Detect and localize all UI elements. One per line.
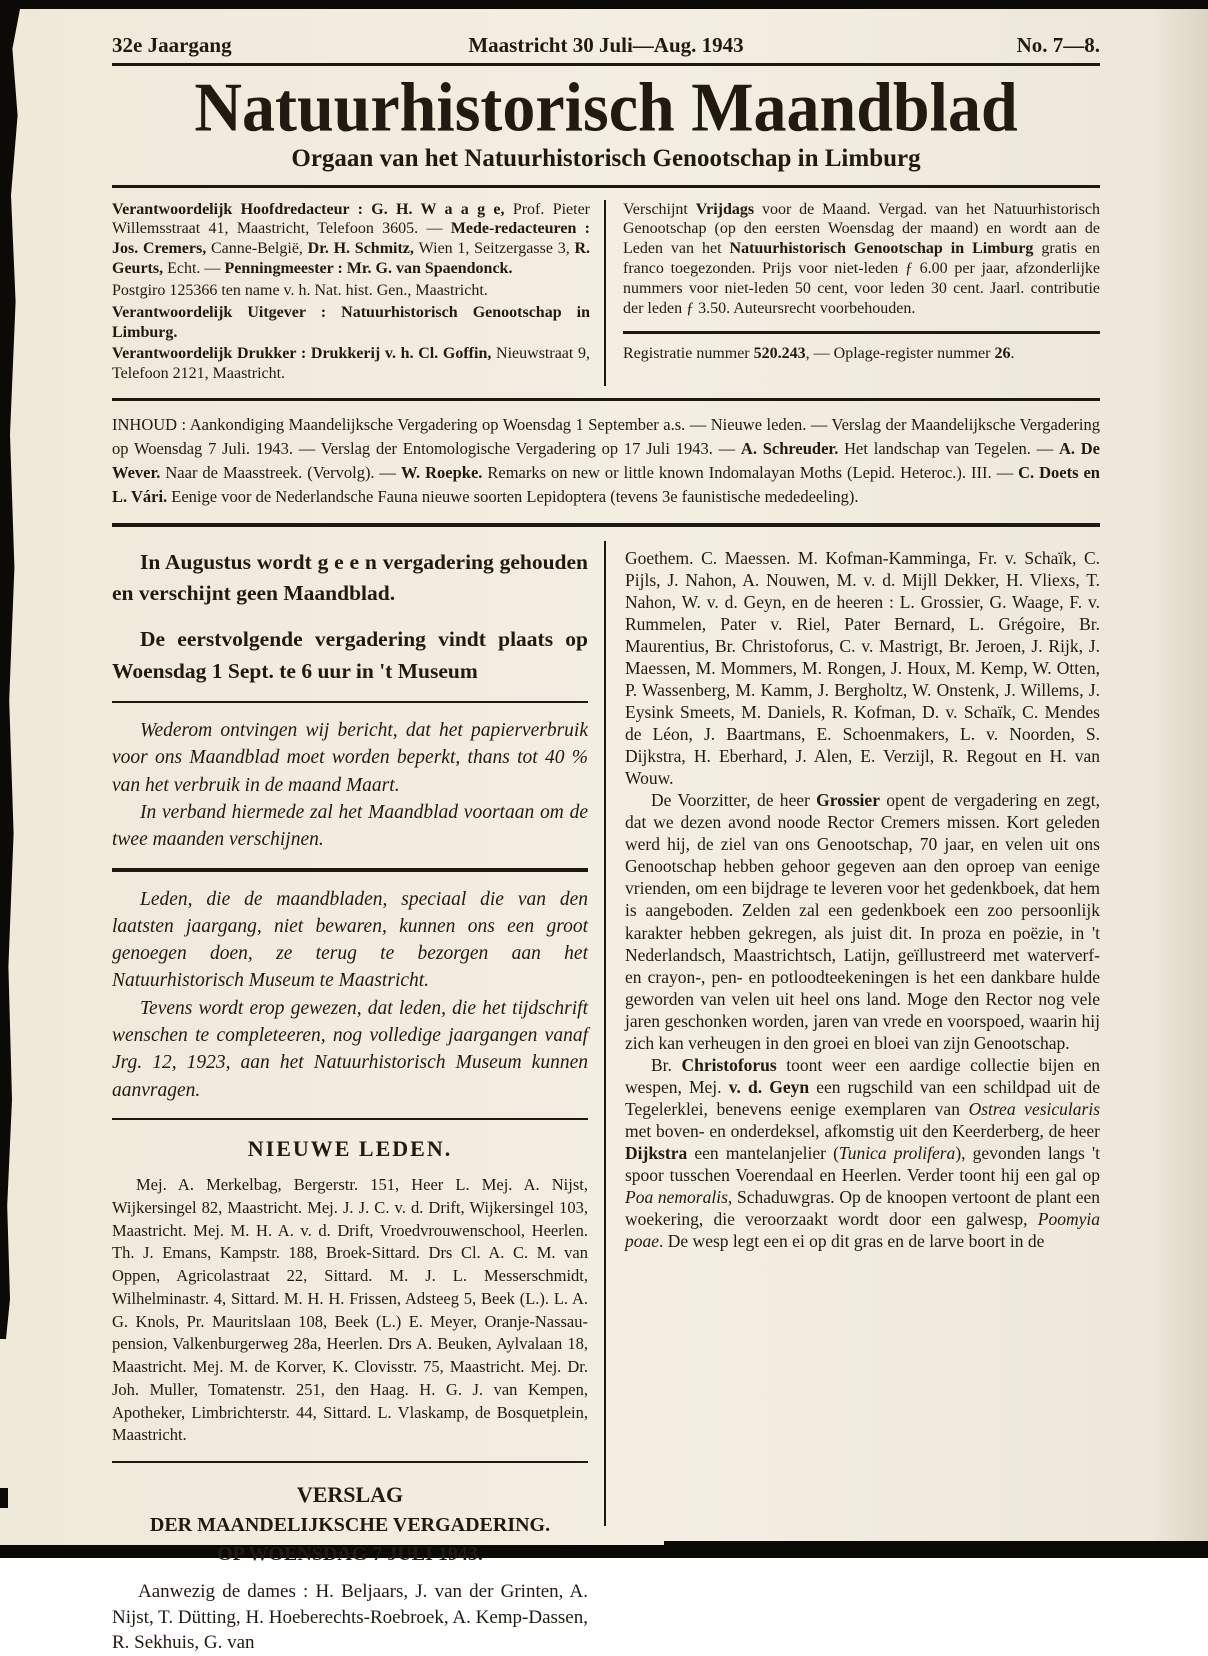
volume-label: 32e Jaargang — [112, 33, 232, 57]
divider — [112, 1461, 588, 1463]
editor-info: Verantwoordelijk Hoofdredacteur : G. H. W a a g e, Prof. Pieter Willemsstraat 41, Maastricht, Telefoon 3605. — Mede-redacteuren : Jos. Cremers, Canne-België, Dr. H. Schmitz, Wien 1, Seitzergasse 3, R. Geurts, Echt. — Penningmeester : Mr. G. van Spaendonck. — [112, 200, 591, 278]
journal-subtitle: Orgaan van het Natuurhistorisch Genootschap in Limburg — [291, 144, 921, 172]
table-of-contents-text: INHOUD : Aankondiging Maandelijksche Vergadering op Woensdag 1 September a.s. — Nieuwe leden. — Verslag der Maandelijksche Vergadering op Woensdag 7 Juli. 1943. — Verslag der Entomologische Vergadering op 17 Juli 1943. — A. Schreuder. Het landschap van Tegelen. — A. De Wever. Naar de Maasstreek. (Vervolg). — W. Roepke. Remarks on new or little known Indomalayan Moths (Lepid. Heteroc.). III. — C. Doets en L. Vári. Eenige voor de Nederlandsche Fauna nieuwe soorten Lepidoptera (tevens 3e faunistische mededeeling). — [112, 415, 1100, 506]
meeting-report-heading-line3: OP WOENSDAG 7 JULI 1943. — [217, 1543, 483, 1566]
chairman-speech-paragraph: De Voorzitter, de heer Grossier opent de vergadering en zegt, dat we dezen avond noode Rector Cremers missen. Kort geleden werd hij, de ziel van ons Genootschap, 70 jaar, en velen uit ons Genootschap hebben gehoor gegeven aan den oproep van eenige vrienden, om een bijdrage te leveren voor het gedenkboek, dat hem is aangeboden. Zelden zal een gedenkboek een zoo persoonlijk karakter hebben gekregen, als juist dit. In proza en poëzie, in 't Nederlandsch, Maastrichtsch, Latijn, geïllustreerd met waterverf- en crayon-, pen- en potloodteekeningen is het een dankbare hulde geworden van velen uit heel ons land. Moge den Rector nog vele jaren geschonken worden, jaren van vrede en voorspoed, waarin hij zich kan verheugen in den groei en bloei van zijn Genootschap. — [625, 790, 1100, 1053]
publication-info: Verschijnt Vrijdags voor de Maand. Vergad. van het Natuurhistorisch Genootschap (op den eersten Woensdag der maand) en wordt aan de Leden van het Natuurhistorisch Genootschap in Limburg gratis en franco toegezonden. Prijs voor niet-leden ƒ 6.00 per jaar, afzonderlijke nummers voor niet-leden 50 cent, voor leden 30 cent. Jaarl. contributie der leden ƒ 3.50. Auteursrecht voorbehouden. — [623, 200, 1101, 317]
printer-info: Verantwoordelijk Drukker : Drukkerij v. h. Cl. Goffin, Nieuwstraat 9, Telefoon 2121, Maastricht. — [112, 345, 591, 383]
scan-edge-top — [0, 0, 1208, 9]
new-members-list: Mej. A. Merkelbag, Bergerstr. 151, Heer L. Mej. A. Nijst, Wijkersingel 82, Maastricht. Mej. J. J. C. v. d. Drift, Wijkersingel 103, Maastricht. Mej. M. H. A. v. d. Drift, Vroedvrouwenschool, Heerlen. Th. J. Emans, Kampstr. 188, Broek-Sittard. Drs Cl. A. C. M. van Oppen, Agricolastraat 22, Sittard. M. J. L. Messerschmidt, Wilhelminastr. 4, Sittard. M. H. H. Frissen, Adsteeg 5, Beek (L.). L. A. G. Knols, Pr. Mauritslaan 108, Beek (L.) E. Meyer, Oranje-Nassau-pension, Valkenburgerweg 28a, Heerlen. Drs A. Beuken, Aylvalaan 18, Maastricht. Mej. M. de Korver, K. Clovisstr. 75, Maastricht. Mej. Dr. Joh. Muller, Tomatenstr. 251, den Haag. H. G. J. van Kempen, Apotheker, Limbrichterstr. 44, Sittard. L. Vlaskamp, de Bosquetplein, Maastricht. — [112, 1174, 588, 1445]
header-meta-row — [112, 33, 1100, 58]
attendees-paragraph: Aanwezig de dames : H. Beljaars, J. van der Grinten, A. Nijst, T. Dütting, H. Hoeberechts-Roebroek, A. Kemp-Dassen, R. Sekhuis, G. van — [112, 1581, 588, 1654]
paper-restriction-notice-2: In verband hiermede zal het Maandblad voortaan om de twee maanden verschijnen. — [112, 802, 588, 851]
announcement-no-meeting: In Augustus wordt g e e n vergadering gehouden en verschijnt geen Maandblad. — [112, 549, 588, 606]
masthead-left-column — [112, 200, 606, 386]
complete-volumes-notice: Tevens wordt erop gewezen, dat leden, die het tijdschrift wenschen te completeeren, nog volledige jaargangen vanaf Jrg. 12, 1923, aan het Natuurhistorisch Museum kunnen aanvragen. — [112, 997, 588, 1101]
journal-title: Natuurhistorisch Maandblad — [194, 68, 1018, 147]
body-right-column — [606, 541, 1100, 1526]
article-body — [112, 527, 1101, 1654]
return-issues-notice: Leden, die de maandbladen, speciaal die van den laatsten jaargang, niet bewaren, kunnen ons een groot genoegen doen, ze terug te bezorgen aan het Natuurhistorisch Museum te Maastricht. — [112, 888, 588, 992]
specimens-paragraph: Br. Christoforus toont weer een aardige collectie bijen en wespen, Mej. v. d. Geyn een rugschild van een schildpad uit de Tegelerklei, benevens eenige exemplaren van Ostrea vesicularis met boven- en onderdeksel, afkomstig uit den Keerderberg, de heer Dijkstra een mantelanjelier (Tunica prolifera), gevonden langs 't spoor tusschen Voerendaal en Heerlen. Verder toont hij een gal op Poa nemoralis, Schaduwgras. Op de knoopen vertoont de plant een woekering, die veroorzaakt wordt door een galwesp, Poomyia poae. De wesp legt een ei op dit gras en de larve boort in de — [625, 1054, 1101, 1252]
meeting-report-heading-line2: DER MAANDELIJKSCHE VERGADERING. — [149, 1514, 551, 1537]
meeting-report-heading-line1: VERSLAG — [296, 1482, 404, 1508]
divider — [112, 1118, 588, 1120]
attendees-continuation-paragraph: Goethem. C. Maessen. M. Kofman-Kamminga, Fr. v. Schaïk, C. Pijls, J. Nahon, A. Nouwen, M. v. d. Mijll Dekker, H. Vliexs, T. Nahon, W. v. d. Geyn, en de heeren : L. Grossier, G. Waage, F. v. Rummelen, Pater v. Riel, Pater Bernard, L. Grégoire, Br. Maurentius, Br. Christoforus, C. v. Mastrigt, Br. Jeroen, J. Rijk, J. Maessen, M. Mommers, M. Rongen, J. Houx, M. Kemp, W. Otten, P. Wassenberg, M. Kamm, J. Bergholtz, W. Onstenk, J. Willems, J. Eysink Smeets, M. Daniels, R. Kofman, D. v. Schaïk, C. Mendes de Léon, J. Baartmans, E. Schoenmakers, L. v. Noorden, S. Dijkstra, H. Eberhard, J. Alen, E. Verzijl, R. Regout en H. van Wouw. — [625, 547, 1100, 789]
place-date-label: Maastricht 30 Juli—Aug. 1943 — [468, 33, 744, 57]
new-members-heading: NIEUWE LEDEN. — [247, 1135, 453, 1161]
postgiro-info: Postgiro 125366 ten name v. h. Nat. hist. Gen., Maastricht. — [112, 281, 488, 299]
announcement-next-meeting: De eerstvolgende vergadering vindt plaats op Woensdag 1 Sept. te 6 uur in 't Museum — [112, 626, 588, 683]
masthead — [112, 188, 1100, 398]
divider — [112, 701, 588, 703]
masthead-right-column — [606, 200, 1100, 386]
divider — [112, 63, 1100, 66]
page-content — [0, 9, 1208, 1654]
table-of-contents — [112, 401, 1100, 523]
body-left-column — [112, 541, 606, 1654]
divider — [112, 868, 588, 872]
divider — [623, 331, 1100, 334]
paper-restriction-notice: Wederom ontvingen wij bericht, dat het papierverbruik voor ons Maandblad moet worden beperkt, thans tot 40 % van het verbruik in de maand Maart. — [112, 720, 588, 796]
meeting-report-heading — [112, 1479, 588, 1569]
publisher-info: Verantwoordelijk Uitgever : Natuurhistorisch Genootschap in Limburg. — [112, 303, 590, 341]
registration-info: Registratie nummer 520.243, — Oplage-register nummer 26. — [623, 344, 1015, 362]
issue-number-label: No. 7—8. — [1016, 33, 1100, 57]
